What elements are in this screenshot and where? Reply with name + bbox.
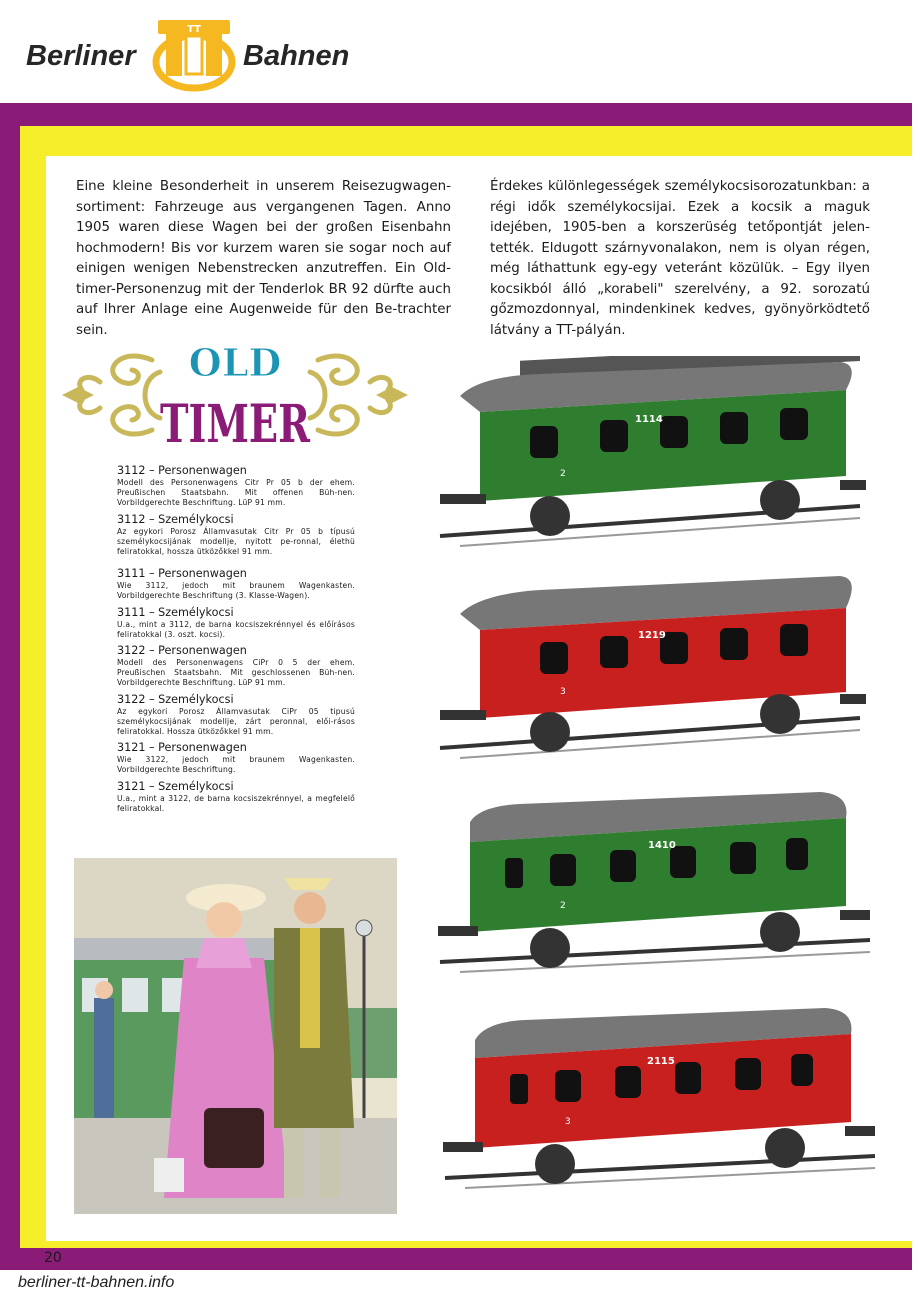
catalog-entry-title: 3122 – Személykocsi [117, 692, 234, 706]
handbag [204, 1108, 264, 1168]
oldtimer-word-old: OLD [188, 342, 282, 385]
catalog-list [117, 462, 355, 818]
intro-german: Eine kleine Besonderheit in unserem Reisezugwagen-sortiment: Fahrzeuge aus vergangenen Tagen. Anno 1905 waren diese Wagen bei der großen Eisenbahn hochmodern! Bis vor kurzem waren sie sogar noch auf einigen wenigen Nebenstrecken anzutreffen. Ein Old-timer-Personenzug mit der Tenderlok BR 92 dürfte auch auf Ihrer Anlage eine Augenweide für den Be-trachter sein. [76, 179, 451, 338]
catalog-entry [117, 780, 355, 814]
wagon-class: 2 [560, 901, 566, 911]
page-number: 20 [44, 1250, 62, 1266]
wagon-class: 2 [560, 469, 566, 479]
wagon-3122 [420, 782, 880, 982]
catalog-entry-description: Modell des Personenwagens CiPr 0 5 der ehem. Preußischen Staatsbahn. Mit geschlossenen Büh-nen. Vorbildgerechte Beschriftung. LüP 91 mm. [117, 658, 355, 688]
catalog-entry-title: 3121 – Personenwagen [117, 741, 247, 755]
catalog-entry [117, 513, 355, 558]
catalog-entry [117, 464, 355, 509]
catalog-entry-title: 3121 – Személykocsi [117, 779, 234, 793]
logo-text: TT [187, 24, 201, 35]
wagon-number: 1410 [648, 840, 676, 851]
wagon-class: 3 [560, 687, 566, 697]
catalog-entry [117, 693, 355, 738]
footer-url: berliner-tt-bahnen.info [18, 1274, 175, 1291]
tt-logo [150, 14, 238, 94]
brand-name-right: Bahnen [243, 40, 350, 72]
platform-illustration [74, 858, 397, 1214]
catalog-entry-description: Wie 3122, jedoch mit braunem Wagenkasten. Vorbildgerechte Beschriftung. [117, 755, 355, 775]
catalog-entry-description: Az egykori Porosz Államvasutak Citr Pr 05 b típusú személykocsijának modellje, nyitott pe-ronnal, élethü feliratokkal, hossza ütközőkkel 91 mm. [117, 526, 355, 557]
wagon-3112 [420, 356, 870, 556]
man-hat [284, 878, 332, 890]
catalog-entry [117, 741, 355, 775]
wagon-number: 2115 [647, 1056, 675, 1067]
oldtimer-word-timer: TIMER [160, 394, 311, 448]
catalog-entry-title: 3112 – Personenwagen [117, 464, 247, 477]
left-diamond [62, 387, 94, 403]
wagon-number: 1114 [635, 414, 663, 425]
wagon-class: 3 [565, 1117, 571, 1127]
catalog-entry-description: U.a., mint a 3122, de barna kocsiszekrénnyel, a megfelelő feliratokkal. [117, 793, 355, 813]
intro-hungarian: Érdekes különlegességek személykocsisorozatunkban: a régi idők személykocsijai. Ezek a kocsik a maguk idejében, 1905-ben a korszerüség tetőpontját jelen-tették. Eldugott szárnyvonalakon, nem is olyan régen, még láthattunk egy-egy veteránt közülük. – Egy ilyen kocsikból álló „korabeli" szerelvény, a 92. sorozatú gőzmozdonnyal, mindenkinek kedves, gyönyörködtető látvány a TT-pályán. [490, 179, 870, 338]
wagon-number: 1219 [638, 630, 666, 641]
catalog-entry-title: 3111 – Személykocsi [117, 605, 234, 619]
wagon-3121 [425, 996, 885, 1196]
catalog-entry [117, 644, 355, 689]
catalog-entry [117, 567, 355, 601]
brand-name-left: Berliner [26, 40, 136, 72]
oldtimer-ornament [60, 342, 410, 448]
catalog-entry [117, 606, 355, 640]
right-diamond [376, 387, 408, 403]
catalog-entry-description: Az egykori Porosz Államvasutak CiPr 05 tipusú személykocsijának modellje, zárt peronnal, elői-rásos feliratokkal. Hossza ütközőkkel 91 mm. [117, 706, 355, 737]
catalog-entry-description: Wie 3112, jedoch mit braunem Wagenkasten. Vorbildgerechte Beschriftung (3. Klasse-Wagen). [117, 581, 355, 601]
catalog-entry-title: 3112 – Személykocsi [117, 512, 234, 526]
page-header [0, 0, 920, 103]
catalog-entry-description: U.a., mint a 3112, de barna kocsiszekrénnyel és előírásos feliratokkal (3. oszt. kocsi). [117, 619, 355, 639]
wagon-3111 [420, 568, 870, 768]
catalog-entry-description: Modell des Personenwagens Citr Pr 05 b der ehem. Preußischen Staatsbahn. Mit offenen Büh-nen. Vorbildgerechte Beschriftung. LüP 91 mm. [117, 478, 355, 508]
catalog-entry-title: 3122 – Personenwagen [117, 644, 247, 658]
catalog-entry-title: 3111 – Personenwagen [117, 567, 247, 581]
